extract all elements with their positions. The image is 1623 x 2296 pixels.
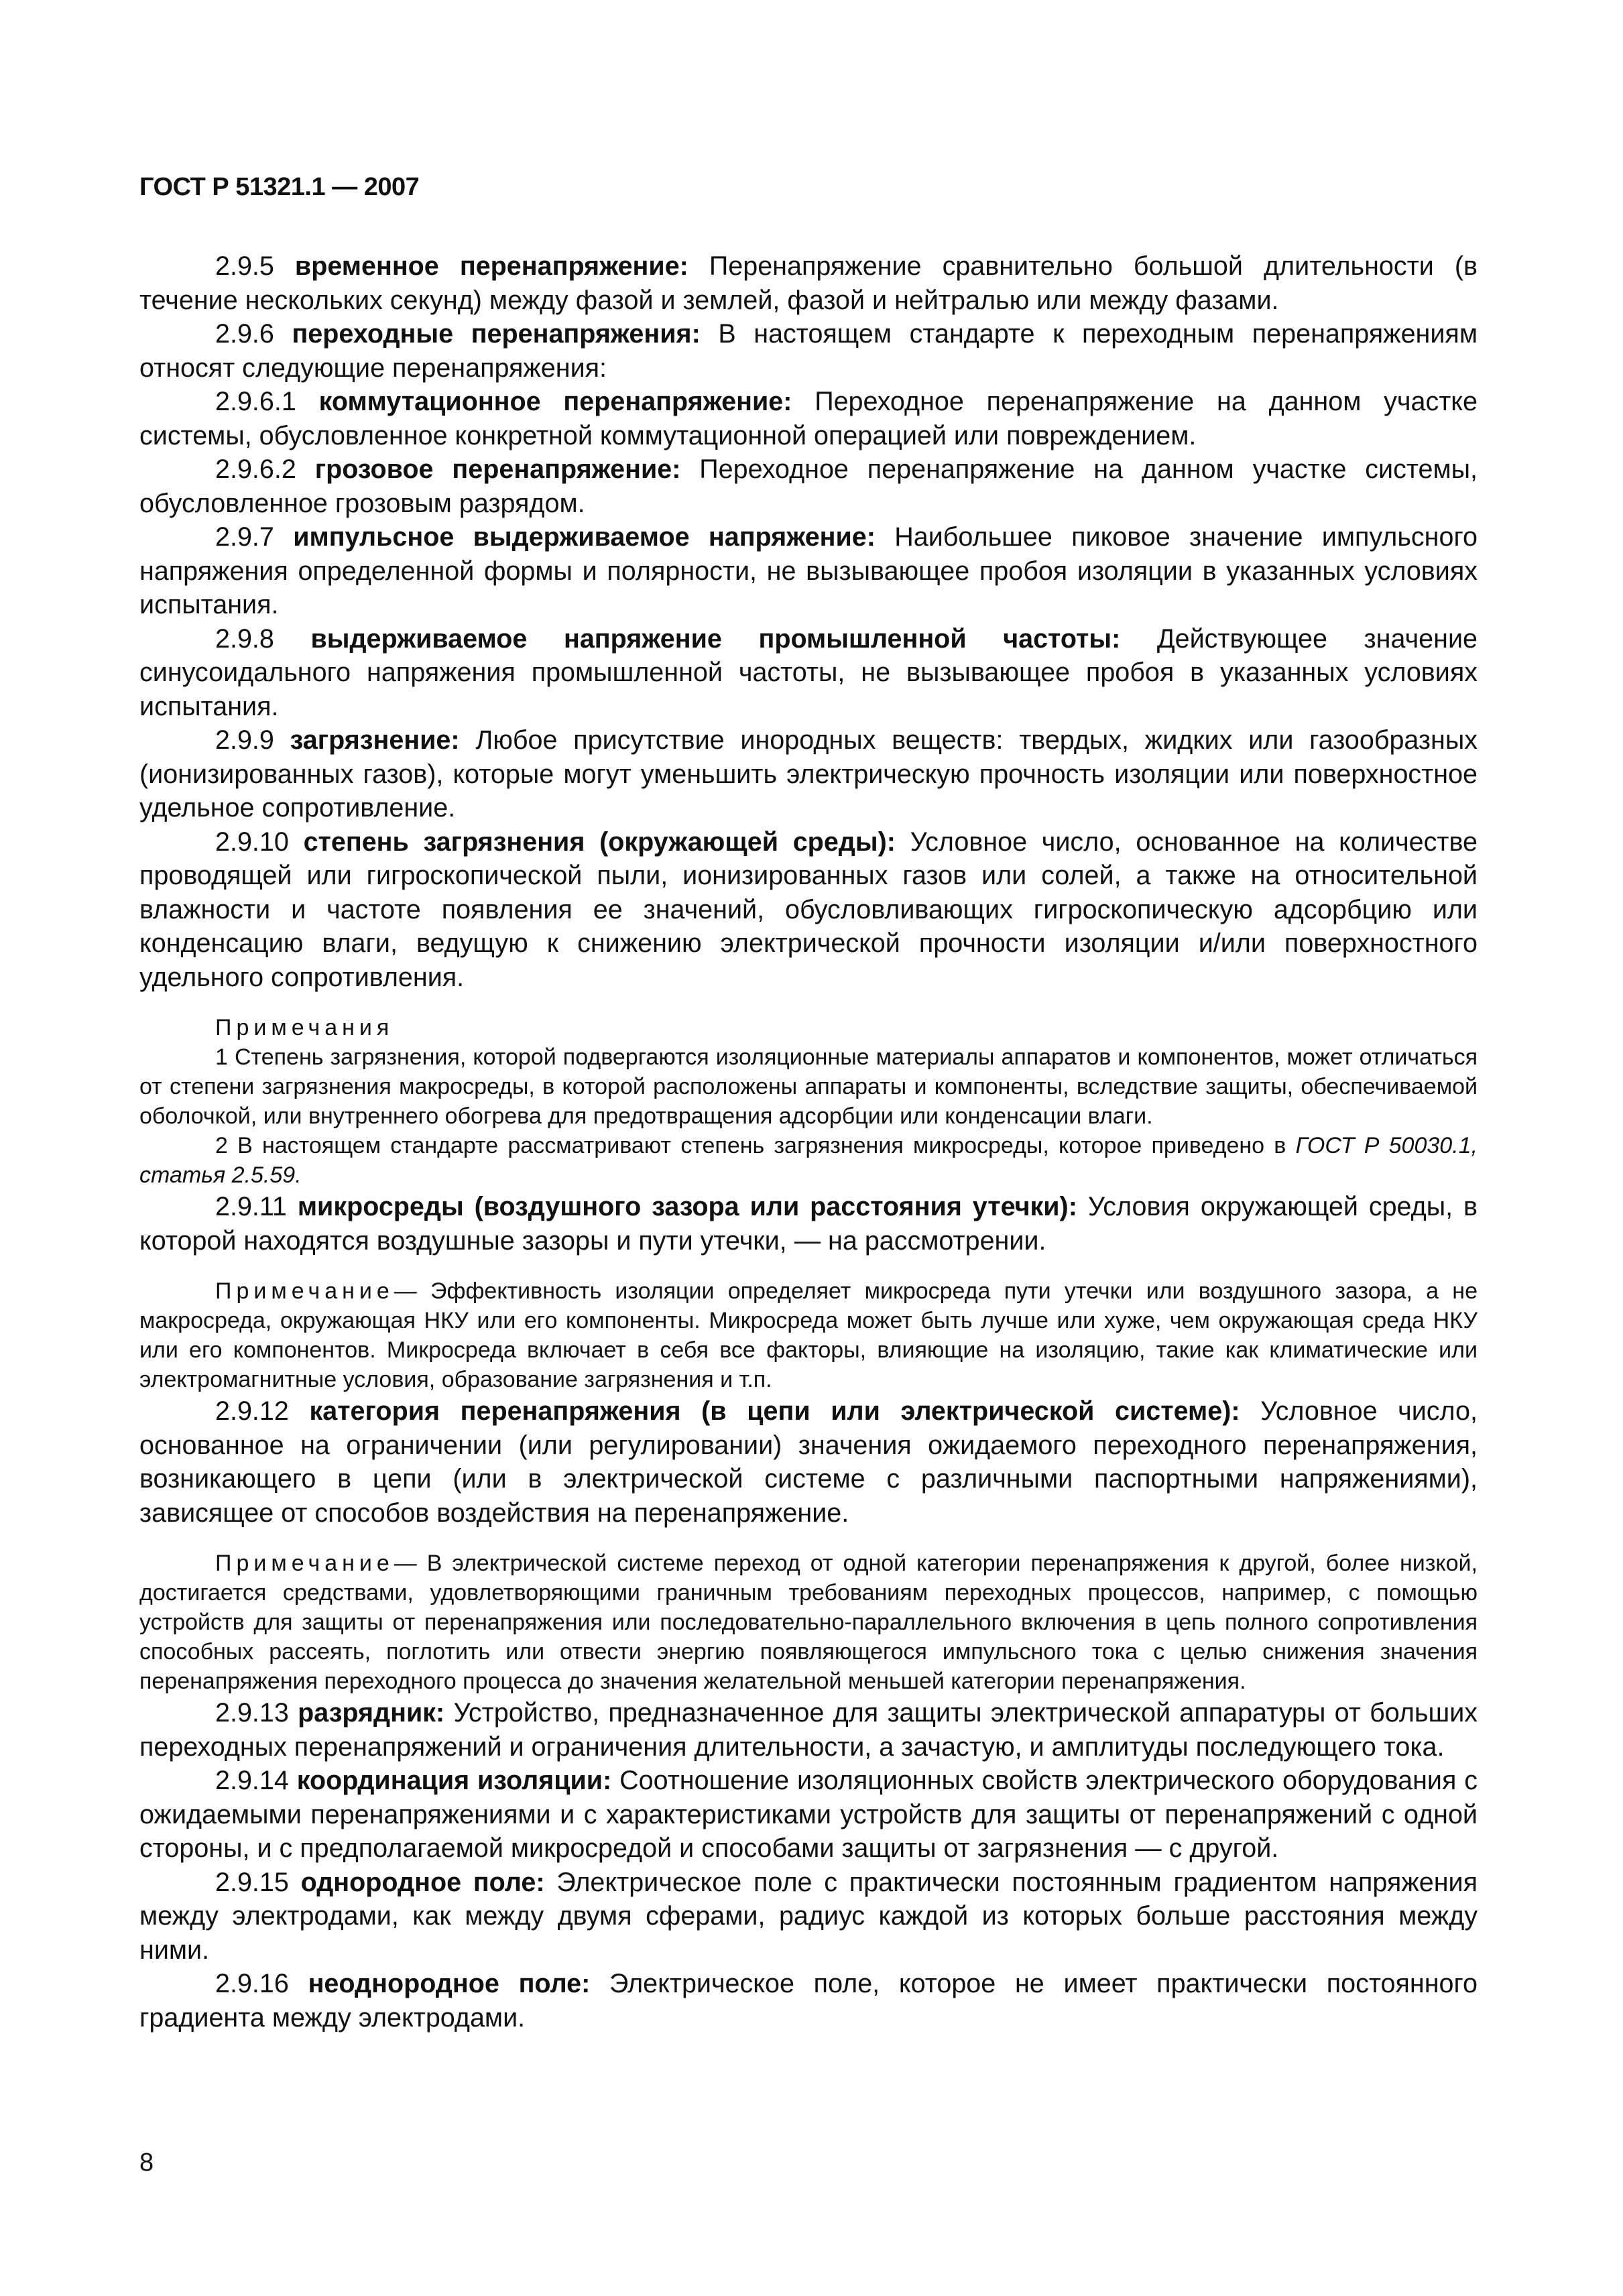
term-2-9-11 bbox=[139, 1190, 1478, 1258]
term-name: степень загрязнения (окружающей среды): bbox=[303, 827, 896, 857]
term-number: 2.9.9 bbox=[215, 725, 274, 755]
page-number: 8 bbox=[139, 2149, 154, 2177]
term-number: 2.9.10 bbox=[215, 827, 289, 857]
term-name: выдерживаемое напряжение промышленной частоты: bbox=[310, 623, 1121, 654]
term-2-9-14 bbox=[139, 1764, 1478, 1866]
term-name: загрязнение: bbox=[290, 725, 460, 755]
term-number: 2.9.16 bbox=[215, 1969, 289, 1998]
term-name: микросреды (воздушного зазора или расстояния утечки): bbox=[297, 1192, 1077, 1221]
term-2-9-16 bbox=[139, 1967, 1478, 2035]
term-number: 2.9.6.1 bbox=[215, 387, 296, 416]
term-number: 2.9.13 bbox=[215, 1698, 289, 1728]
term-2-9-7 bbox=[139, 520, 1478, 622]
term-name: грозовое перенапряжение: bbox=[314, 455, 681, 484]
term-2-9-8 bbox=[139, 622, 1478, 724]
note-text: — Эффективность изоляции определяет микросреда пути утечки или воздушного зазора, а не макросреда, окружающая НКУ или его компоненты. Микросреда может быть лучше или хуже, чем окружающая среда НКУ или его компонентов. Микросреда включает в себя все факторы, влияющие на изоляцию, такие как климатические или электромагнитные условия, образование загрязнения и т.п. bbox=[139, 1278, 1478, 1392]
term-name: координация изоляции: bbox=[296, 1766, 612, 1795]
term-number: 2.9.12 bbox=[215, 1396, 289, 1426]
term-name: импульсное выдерживаемое напряжение: bbox=[293, 522, 876, 552]
term-number: 2.9.6.2 bbox=[215, 455, 296, 484]
term-number: 2.9.7 bbox=[215, 522, 274, 552]
term-definition: Условия окружающей среды, в которой находятся воздушные зазоры и пути утечки, — на рассмотрении. bbox=[139, 1192, 1478, 1256]
term-definition: Соотношение изоляционных свойств электрического оборудования с ожидаемыми перенапряжениями и с характеристиками устройств для защиты от перенапряжений с одной стороны, и с предполагаемой микросредой и способами защиты от загрязнения — с другой. bbox=[139, 1766, 1478, 1863]
term-definition: Наибольшее пиковое значение импульсного напряжения определенной формы и полярности, не вызывающее пробоя изоляции в указанных условиях испытания. bbox=[139, 522, 1478, 619]
term-2-9-12 bbox=[139, 1394, 1478, 1530]
term-2-9-13 bbox=[139, 1696, 1478, 1764]
term-2-9-15 bbox=[139, 1866, 1478, 1968]
note-label: Примечание bbox=[215, 1551, 394, 1576]
term-number: 2.9.15 bbox=[215, 1867, 289, 1897]
term-definition: Электрическое поле с практически постоянным градиентом напряжения между электродами, как между двумя сферами, радиус каждой из которых больше расстояния между ними. bbox=[139, 1867, 1478, 1965]
document-body bbox=[139, 249, 1478, 2035]
term-number: 2.9.5 bbox=[215, 251, 274, 281]
note-2-9-11 bbox=[139, 1276, 1478, 1394]
term-definition: Устройство, предназначенное для защиты электрической аппаратуры от больших переходных перенапряжений и ограничения длительности, а зачастую, и амплитуды последующего тока. bbox=[139, 1698, 1478, 1762]
term-number: 2.9.11 bbox=[215, 1192, 287, 1221]
term-definition: В настоящем стандарте к переходным перенапряжениям относят следующие перенапряжения: bbox=[139, 319, 1478, 383]
term-definition: Электрическое поле, которое не имеет практически постоянного градиента между электродами. bbox=[139, 1969, 1478, 2033]
term-number: 2.9.6 bbox=[215, 319, 274, 349]
term-definition: Условное число, основанное на ограничении (или регулировании) значения ожидаемого переходного перенапряжения, возникающего в цепи (или в электрической системе с различными паспортными напряжениями), зависящее от способов воздействия на перенапряжение. bbox=[139, 1396, 1478, 1528]
note-2 bbox=[139, 1131, 1478, 1190]
note-2-9-12 bbox=[139, 1549, 1478, 1696]
term-definition: Любое присутствие инородных веществ: твердых, жидких или газообразных (ионизированных газов), которые могут уменьшить электрическую прочность изоляции или поверхностное удельное сопротивление. bbox=[139, 725, 1478, 823]
document-header: ГОСТ Р 51321.1 — 2007 bbox=[139, 173, 420, 201]
term-name: коммутационное перенапряжение: bbox=[318, 387, 792, 416]
note-text: — В электрической системе переход от одной категории перенапряжения к другой, более низкой, достигается средствами, удовлетворяющими граничным требованиям переходных процессов, например, с помощью устройств для защиты от перенапряжения или последовательно-параллельного включения в цепь полного сопротивления способных рассеять, поглотить или отвести энергию появляющегося импульсного тока с целью снижения значения перенапряжения переходного процесса до значения желательной меньшей категории перенапряжения. bbox=[139, 1551, 1478, 1694]
notes-title: Примечания bbox=[215, 1015, 394, 1040]
term-definition: Переходное перенапряжение на данном участке системы, обусловленное конкретной коммутационной операцией или повреждением. bbox=[139, 387, 1478, 450]
term-name: неоднородное поле: bbox=[308, 1969, 591, 1998]
note-1: 1 Степень загрязнения, которой подвергаются изоляционные материалы аппаратов и компонентов, может отличаться от степени загрязнения макросреды, в которой расположены аппараты и компоненты, вследствие защиты, обеспечиваемой оболочкой, или внутреннего обогрева для предотвращения адсорбции или конденсации влаги. bbox=[139, 1044, 1478, 1129]
term-name: временное перенапряжение: bbox=[294, 251, 688, 281]
note-2-text: 2 В настоящем стандарте рассматривают степень загрязнения микросреды, которое приведено в bbox=[215, 1133, 1286, 1158]
term-definition: Условное число, основанное на количестве проводящей или гигроскопической пыли, ионизированных газов или солей, а также на относительной влажности и частоте появления ее значений, обусловливающих гигроскопическую адсорбцию или конденсацию влаги, ведущую к снижению электрической прочности изоляции и/или поверхностного удельного сопротивления. bbox=[139, 827, 1478, 992]
term-name: однородное поле: bbox=[300, 1867, 545, 1897]
term-name: переходные перенапряжения: bbox=[292, 319, 701, 349]
term-name: категория перенапряжения (в цепи или электрической системе): bbox=[309, 1396, 1240, 1426]
term-2-9-6-1 bbox=[139, 385, 1478, 452]
term-definition: Действующее значение синусоидального напряжения промышленной частоты, не вызывающее пробоя в указанных условиях испытания. bbox=[139, 623, 1478, 721]
term-number: 2.9.14 bbox=[215, 1766, 289, 1795]
term-definition: Переходное перенапряжение на данном участке системы, обусловленное грозовым разрядом. bbox=[139, 455, 1478, 518]
note-2-reference: ГОСТ Р 50030.1, статья 2.5.59. bbox=[139, 1133, 1478, 1188]
term-name: разрядник: bbox=[298, 1698, 445, 1728]
term-2-9-5 bbox=[139, 249, 1478, 317]
term-number: 2.9.8 bbox=[215, 623, 274, 654]
term-definition: Перенапряжение сравнительно большой длительности (в течение нескольких секунд) между фазой и землей, фазой и нейтралью или между фазами. bbox=[139, 251, 1478, 315]
note-label: Примечание bbox=[215, 1278, 394, 1304]
term-2-9-6-2 bbox=[139, 452, 1478, 520]
term-2-9-10 bbox=[139, 825, 1478, 995]
term-2-9-9 bbox=[139, 723, 1478, 825]
term-2-9-6 bbox=[139, 317, 1478, 385]
